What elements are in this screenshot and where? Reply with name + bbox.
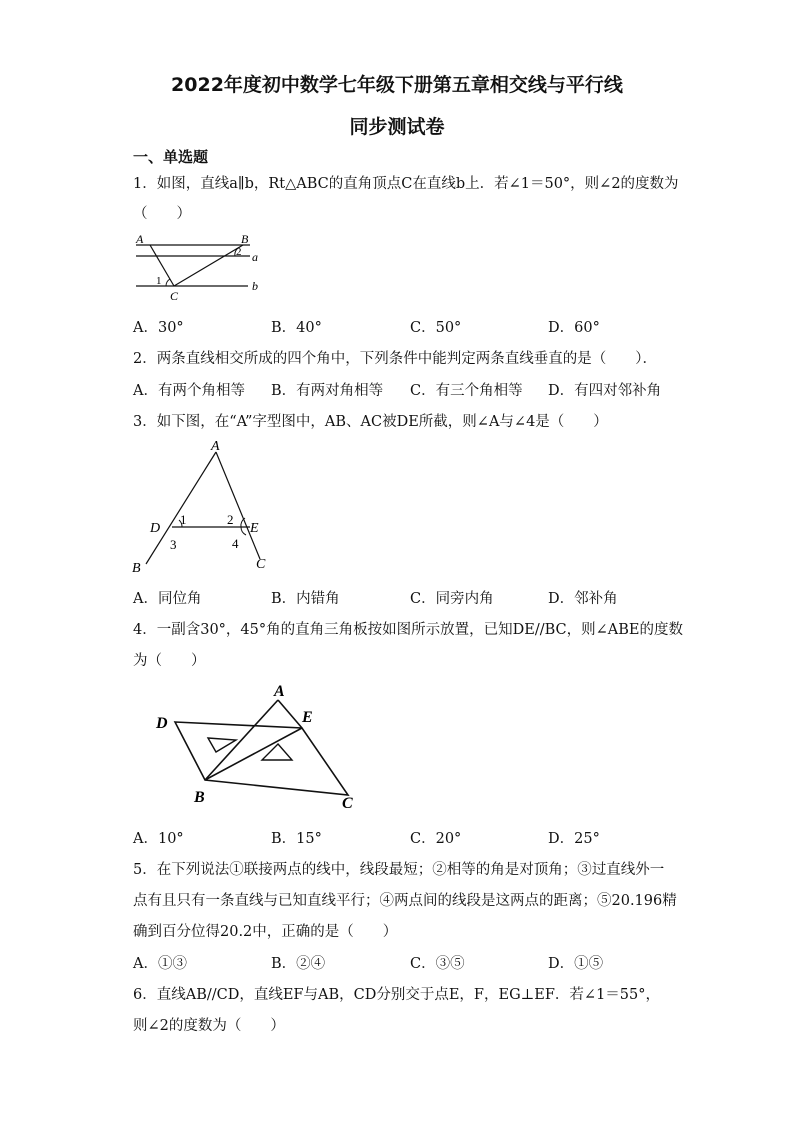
q4-stem-line2: 为（ ） (133, 653, 206, 669)
q4-option-d: D．25° (548, 831, 600, 847)
q5-option-b: B．②④ (271, 956, 326, 972)
q3-label-b-point: B (132, 561, 141, 576)
q3-label-e-point: E (250, 521, 259, 536)
q4-label-c-point: C (342, 795, 353, 810)
q3-label-d-point: D (150, 521, 161, 536)
q4-option-a: A．10° (133, 831, 184, 847)
q4-label-d-point: D (156, 715, 168, 732)
q1-stem-line2: （ ） (133, 206, 191, 222)
q2-option-b: B．有两对角相等 (271, 383, 384, 399)
q1-label-b-point: B (241, 232, 249, 246)
q1-option-c: C．50° (410, 320, 462, 336)
q1-label-line-a: a (252, 250, 258, 264)
q5-option-d: D．①⑤ (548, 956, 604, 972)
q1-figure (130, 230, 270, 305)
q3-option-d: D．邻补角 (548, 591, 618, 607)
q3-stem-line1: 3．如下图，在“A”字型图中，AB、AC被DE所截，则∠A与∠4是（ ） (133, 414, 608, 430)
q4-label-a-point: A (274, 683, 285, 700)
q4-figure (150, 680, 370, 810)
q3-option-a: A．同位角 (133, 591, 202, 607)
q3-label-angle3: 3 (170, 537, 177, 552)
q2-option-c: C．有三个角相等 (410, 383, 523, 399)
q3-label-c-point: C (256, 557, 266, 572)
q5-option-a: A．①③ (133, 956, 187, 972)
q2-option-a: A．有两个角相等 (133, 383, 245, 399)
q6-stem-line2: 则∠2的度数为（ ） (133, 1018, 285, 1034)
q5-stem-line3: 确到百分位得20.2中，正确的是（ ） (133, 924, 398, 940)
q3-option-c: C．同旁内角 (410, 591, 494, 607)
q3-option-b: B．内错角 (271, 591, 340, 607)
q3-label-angle4: 4 (232, 536, 239, 551)
q4-option-b: B．15° (271, 831, 322, 847)
q1-label-angle1: 1 (156, 275, 162, 287)
q3-label-angle1: 1 (180, 512, 187, 527)
q6-stem-line1: 6．直线AB//CD，直线EF与AB，CD分别交于点E，F，EG⊥EF．若∠1＝55°， (133, 987, 661, 1003)
q1-option-a: A．30° (133, 320, 184, 336)
document-title-line2: 同步测试卷 (349, 116, 445, 138)
q1-option-b: B．40° (271, 320, 322, 336)
q1-label-a-point: A (136, 232, 144, 246)
q5-stem-line2: 点有且只有一条直线与已知直线平行；④两点间的线段是这两点的距离；⑤20.196精 (133, 893, 677, 909)
document-title-line1: 2022年度初中数学七年级下册第五章相交线与平行线 (171, 74, 623, 96)
q4-option-c: C．20° (410, 831, 462, 847)
q3-label-angle2: 2 (227, 512, 234, 527)
q2-stem-line1: 2．两条直线相交所成的四个角中，下列条件中能判定两条直线垂直的是（ ）． (133, 351, 657, 367)
q4-label-e-point: E (302, 709, 313, 726)
q5-stem-line1: 5．在下列说法①联接两点的线中，线段最短；②相等的角是对顶角；③过直线外一 (133, 862, 665, 878)
q1-label-c-point: C (170, 289, 179, 303)
q1-option-d: D．60° (548, 320, 600, 336)
q4-stem-line1: 4．一副含30°，45°角的直角三角板按如图所示放置，已知DE//BC，则∠ABE的度数 (133, 622, 683, 638)
q3-figure (128, 434, 278, 579)
q1-stem-line1: 1．如图，直线a∥b，Rt△ABC的直角顶点C在直线b上．若∠1＝50°，则∠2的度数为 (133, 176, 679, 192)
q4-label-b-point: B (194, 789, 205, 806)
q1-label-line-b: b (252, 279, 258, 293)
section-heading: 一、单选题 (133, 148, 209, 166)
q2-option-d: D．有四对邻补角 (548, 383, 662, 399)
q5-option-c: C．③⑤ (410, 956, 465, 972)
q3-label-a-point: A (211, 439, 220, 454)
q1-label-angle2: 2 (236, 246, 242, 258)
